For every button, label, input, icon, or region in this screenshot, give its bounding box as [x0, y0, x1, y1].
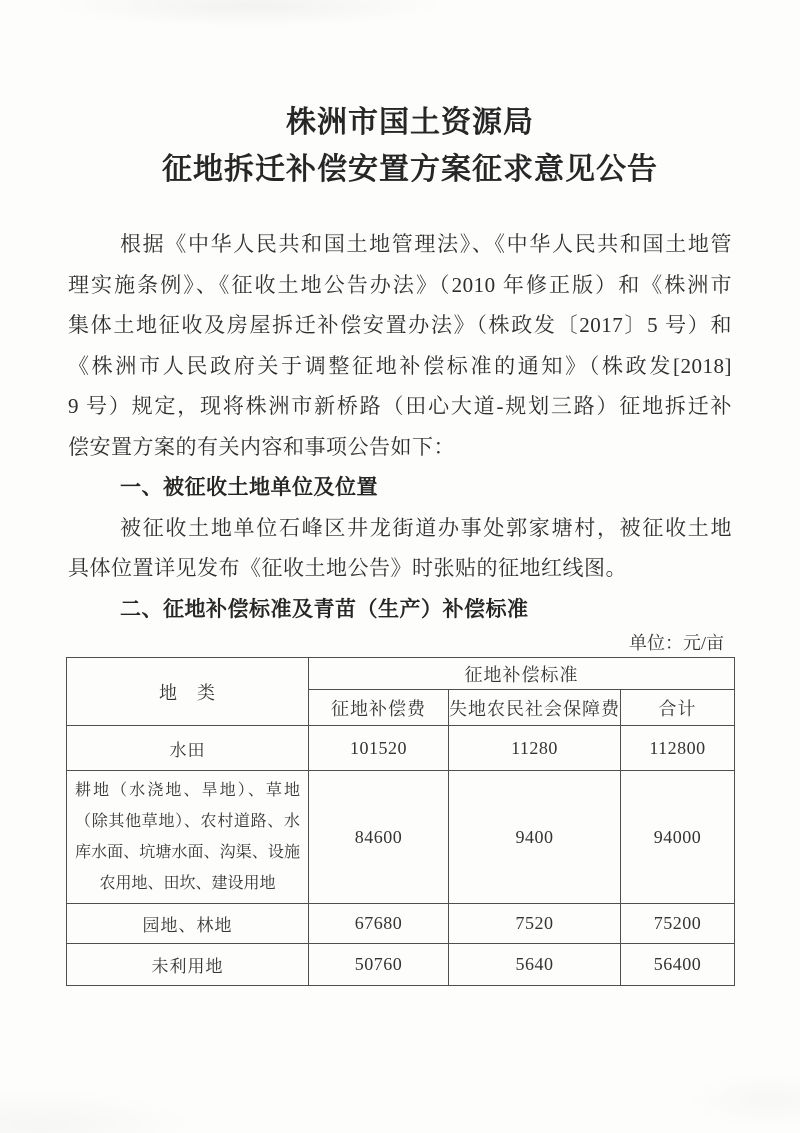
text-line: 理实施条例》、《征收土地公告办法》（2010 年修正版）和《株洲市 — [68, 272, 732, 297]
header-land-fee: 征地补偿费 — [309, 690, 449, 726]
document-title — [10, 0, 800, 193]
title-line-2: 征地拆迁补偿安置方案征求意见公告 — [162, 153, 658, 186]
cell-land-category: 园地、林地 — [67, 904, 309, 944]
cell-land-fee: 101520 — [309, 726, 449, 771]
cell-land-fee: 67680 — [309, 904, 449, 944]
cell-social-security: 5640 — [449, 944, 621, 986]
paragraph-legal-basis — [68, 224, 732, 467]
cell-land-category: 耕地（水浇地、旱地）、草地（除其他草地）、农村道路、水库水面、坑塘水面、沟渠、设施农用地、田坎、建设用地 — [67, 771, 309, 904]
table-row — [67, 771, 735, 904]
text-line: 被征收土地单位石峰区井龙街道办事处郭家塘村，被征收土地 — [120, 515, 732, 540]
section-1-heading: 一、被征收土地单位及位置 — [120, 475, 378, 499]
cell-land-fee: 50760 — [309, 944, 449, 986]
text-line: 集体土地征收及房屋拆迁补偿安置办法》（株政发〔2017〕5 号）和 — [68, 313, 732, 337]
document-body — [68, 224, 732, 986]
section-2-heading: 二、征地补偿标准及青苗（生产）补偿标准 — [120, 596, 529, 621]
cell-total: 75200 — [621, 904, 735, 944]
cell-social-security: 7520 — [449, 904, 621, 944]
table-header — [67, 658, 735, 726]
cell-land-fee: 84600 — [309, 771, 449, 904]
text-line: 《株洲市人民政府关于调整征地补偿标准的通知》（株政发[2018] — [68, 353, 732, 378]
table-row — [67, 726, 735, 771]
cell-total: 94000 — [621, 771, 735, 904]
header-compensation-standard: 征地补偿标准 — [309, 658, 735, 690]
cell-total: 112800 — [621, 726, 735, 771]
table-row — [67, 904, 735, 944]
cell-total: 56400 — [621, 944, 735, 986]
title-line-1: 株洲市国土资源局 — [286, 106, 534, 139]
text-line: 9 号）规定，现将株洲市新桥路（田心大道-规划三路）征地拆迁补 — [68, 394, 732, 418]
table-row — [67, 944, 735, 986]
cell-land-category: 水田 — [67, 726, 309, 771]
header-social-security: 失地农民社会保障费 — [449, 690, 621, 726]
paragraph-land-location — [68, 508, 732, 589]
header-total: 合计 — [621, 690, 735, 726]
cell-land-category: 未利用地 — [67, 944, 309, 986]
text-line: 具体位置详见发布《征收土地公告》时张贴的征地红线图。 — [68, 556, 627, 580]
table-unit-label: 单位：元/亩 — [628, 633, 724, 653]
table-body — [67, 726, 735, 986]
header-land-category: 地 类 — [67, 658, 309, 726]
text-line: 根据《中华人民共和国土地管理法》、《中华人民共和国土地管 — [120, 232, 732, 256]
cell-social-security: 11280 — [449, 726, 621, 771]
cell-social-security: 9400 — [449, 771, 621, 904]
compensation-table — [66, 657, 735, 986]
text-line: 偿安置方案的有关内容和事项公告如下： — [68, 434, 455, 459]
